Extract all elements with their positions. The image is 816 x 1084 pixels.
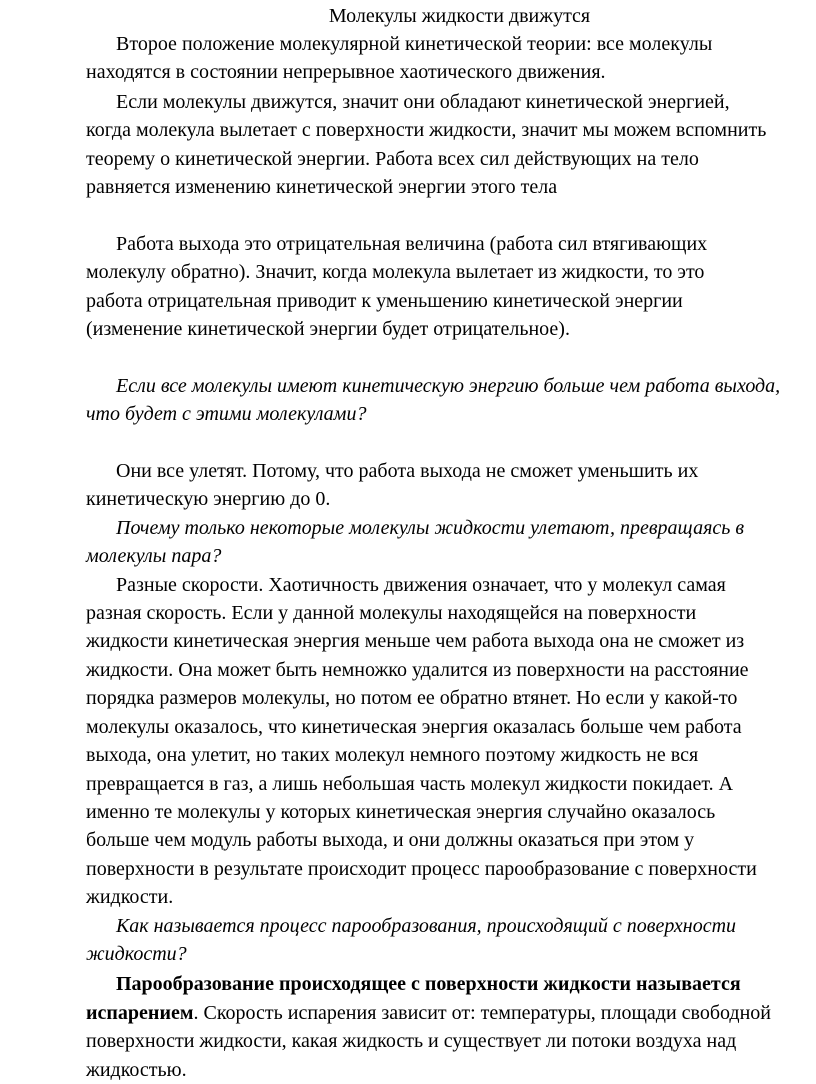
text-line: Почему только некоторые молекулы жидкости улетают, превращаясь в bbox=[116, 516, 745, 539]
definition-bold-line: Парообразование происходящее с поверхности жидкости называется bbox=[116, 973, 741, 996]
text-line: поверхности жидкости, какая жидкость и существует ли потоки воздуха над bbox=[86, 1030, 737, 1053]
text-line: находятся в состоянии непрерывное хаотического движения. bbox=[86, 61, 606, 84]
paragraph-1 bbox=[86, 30, 816, 87]
text-line: равняется изменению кинетической энергии этого тела bbox=[86, 176, 558, 199]
text-line: Они все улетят. Потому, что работа выхода не сможет уменьшить их bbox=[116, 460, 699, 483]
definition-term: испарением bbox=[86, 1001, 194, 1024]
text-line: что будет с этими молекулами? bbox=[86, 403, 367, 426]
text-line: . Скорость испарения зависит от: температуры, площади свободной bbox=[193, 1001, 772, 1024]
text-line: жидкостью. bbox=[86, 1058, 187, 1081]
blank-line bbox=[86, 201, 816, 229]
text-line: Если все молекулы имеют кинетическую энергию больше чем работа выхода, bbox=[116, 374, 781, 397]
text-line: больше чем модуль работы выхода, и они должны оказаться при этом у bbox=[86, 829, 695, 852]
text-line: разная скорость. Если у данной молекулы находящейся на поверхности bbox=[86, 602, 697, 625]
paragraph-2 bbox=[86, 88, 816, 202]
definition-paragraph bbox=[86, 970, 816, 1084]
paragraph-7 bbox=[86, 571, 816, 912]
text-line: работа отрицательная приводит к уменьшению кинетической энергии bbox=[86, 289, 683, 312]
text-line: жидкости. bbox=[86, 886, 174, 909]
text-line: Второе положение молекулярной кинетической теории: все молекулы bbox=[116, 33, 713, 55]
document-title: Молекулы жидкости движутся bbox=[328, 5, 591, 27]
paragraph-3 bbox=[86, 230, 816, 344]
text-line: теорему о кинетической энергии. Работа всех сил действующих на тело bbox=[86, 147, 699, 170]
text-line: порядка размеров молекулы, но потом ее обратно втянет. Но если у какой-то bbox=[86, 687, 738, 710]
text-line: именно те молекулы у которых кинетическая энергия случайно оказалось bbox=[86, 800, 716, 823]
text-line: молекулу обратно). Значит, когда молекула вылетает из жидкости, то это bbox=[86, 261, 705, 284]
text-line: Как называется процесс парообразования, происходящий с поверхности bbox=[116, 914, 737, 937]
text-line: поверхности в результате происходит процесс парообразование с поверхности bbox=[86, 857, 757, 880]
question-3 bbox=[86, 912, 816, 969]
text-line: Разные скорости. Хаотичность движения означает, что у молекул самая bbox=[116, 573, 726, 596]
text-line: жидкости кинетическая энергия меньше чем работа выхода она не сможет из bbox=[86, 630, 745, 653]
question-1 bbox=[86, 372, 816, 429]
blank-line bbox=[86, 343, 816, 371]
document-page bbox=[86, 0, 816, 1084]
paragraph-5 bbox=[86, 457, 816, 514]
text-line: молекулы оказалось, что кинетическая энергия оказалась больше чем работа bbox=[86, 715, 742, 738]
blank-line bbox=[86, 429, 816, 457]
text-line: превращается в газ, а лишь небольшая часть молекул жидкости покидает. А bbox=[86, 772, 734, 795]
text-line: когда молекула вылетает с поверхности жидкости, значит мы можем вспомнить bbox=[86, 119, 767, 142]
text-line: жидкости? bbox=[86, 942, 187, 965]
text-line: кинетическую энергию до 0. bbox=[86, 488, 331, 511]
question-2 bbox=[86, 514, 816, 571]
text-line: выхода, она улетит, но таких молекул немного поэтому жидкость не вся bbox=[86, 744, 699, 767]
text-line: жидкости. Она может быть немножко удалится из поверхности на расстояние bbox=[86, 658, 749, 681]
text-line: Если молекулы движутся, значит они обладают кинетической энергией, bbox=[116, 90, 730, 113]
text-line: Работа выхода это отрицательная величина (работа сил втягивающих bbox=[116, 232, 708, 255]
text-line: (изменение кинетической энергии будет отрицательное). bbox=[86, 318, 570, 341]
text-line: молекулы пара? bbox=[86, 545, 222, 568]
